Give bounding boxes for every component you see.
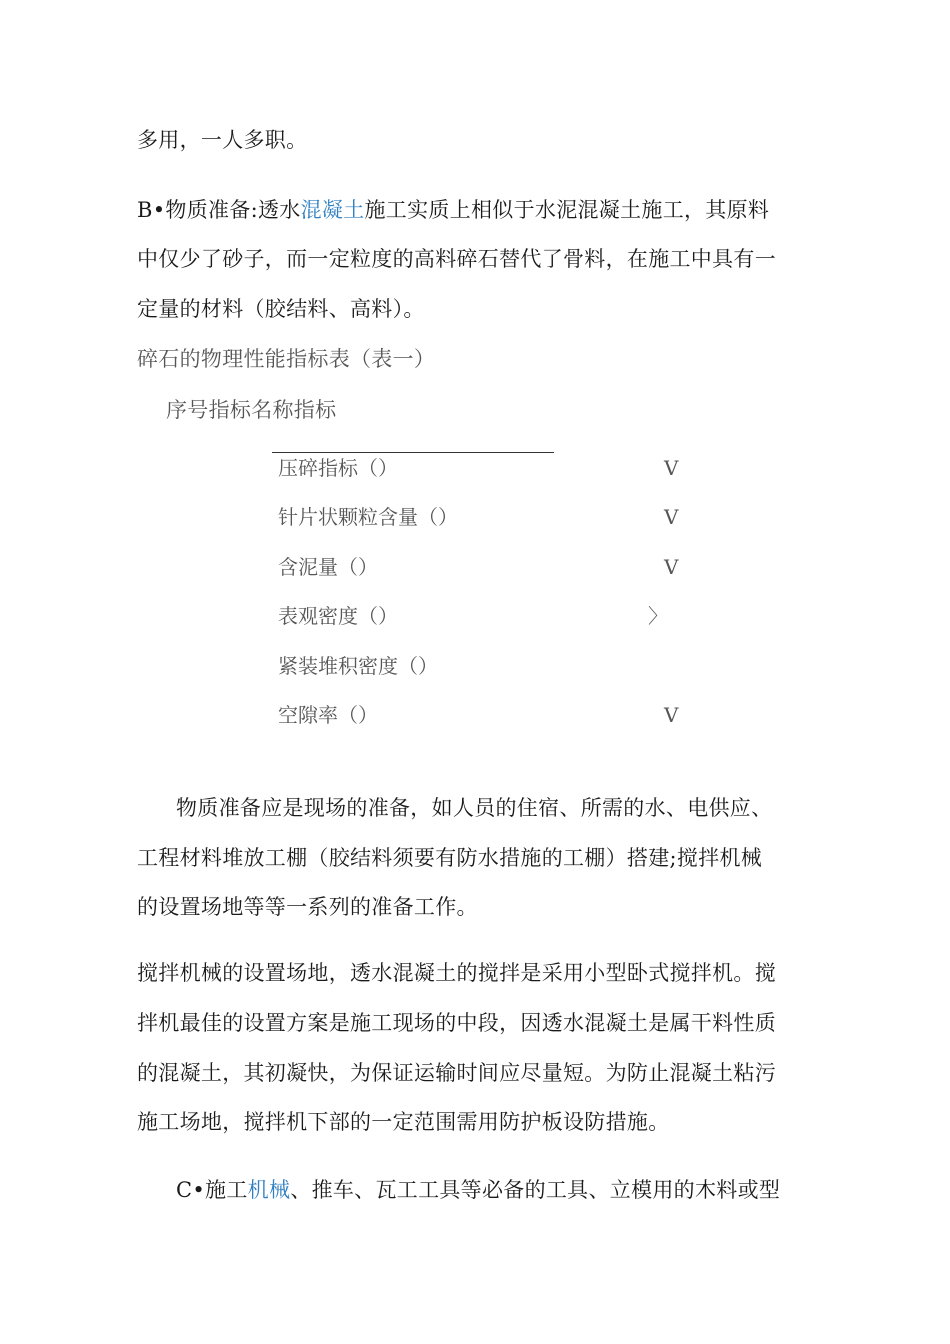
paragraph-line: 拌机最佳的设置方案是施工现场的中段，因透水混凝土是属干料性质 [137,1011,776,1035]
text-span: 施工实质上相似于水泥混凝土施工，其原料 [364,198,770,222]
table-row-label: 含泥量（） [278,555,378,579]
table-row-label: 表观密度（） [278,604,398,628]
table-row-label: 空隙率（） [278,703,378,727]
paragraph-line [176,1176,780,1204]
paragraph-line: 施工场地，搅拌机下部的一定范围需用防护板设防措施。 [137,1110,670,1134]
table-rule [272,452,554,453]
paragraph-line: 物质准备应是现场的准备，如人员的住宿、所需的水、电供应、 [176,796,773,820]
text-span: 、推车、瓦工工具等必备的工具、立模用的木料或型 [290,1178,781,1202]
table-row-mark: V [664,456,679,480]
paragraph-line: 中仅少了砂子，而一定粒度的高料碎石替代了骨料，在施工中具有一 [137,247,776,271]
table-header: 序号指标名称指标 [166,398,337,422]
table-row-mark: 〉 [648,604,668,628]
table-row-label: 压碎指标（） [278,456,398,480]
paragraph-line: 多用，一人多职。 [137,128,308,152]
paragraph-line: 的设置场地等等一系列的准备工作。 [137,895,478,919]
table-row-mark: V [664,555,679,579]
table-row-mark: V [664,505,679,529]
text-span: B•物质准备:透水 [137,198,301,222]
table-row-label: 针片状颗粒含量（） [278,505,458,529]
paragraph-line: 的混凝土，其初凝快，为保证运输时间应尽量短。为防止混凝土粘污 [137,1061,776,1085]
table-row-mark: V [664,703,679,727]
machinery-link[interactable]: 机械 [247,1178,291,1202]
table-caption: 碎石的物理性能指标表（表一） [137,347,436,371]
paragraph-line [137,196,769,224]
paragraph-line: 定量的材料（胶结料、高料）。 [137,297,425,321]
paragraph-line: 搅拌机械的设置场地，透水混凝土的搅拌是采用小型卧式搅拌机。搅 [137,961,776,985]
concrete-link[interactable]: 混凝土 [300,198,365,222]
paragraph-line: 工程材料堆放工棚（胶结料须要有防水措施的工棚）搭建;搅拌机械 [137,846,763,870]
text-span: C•施工 [176,1178,248,1202]
table-row-label: 紧装堆积密度（） [278,654,438,678]
